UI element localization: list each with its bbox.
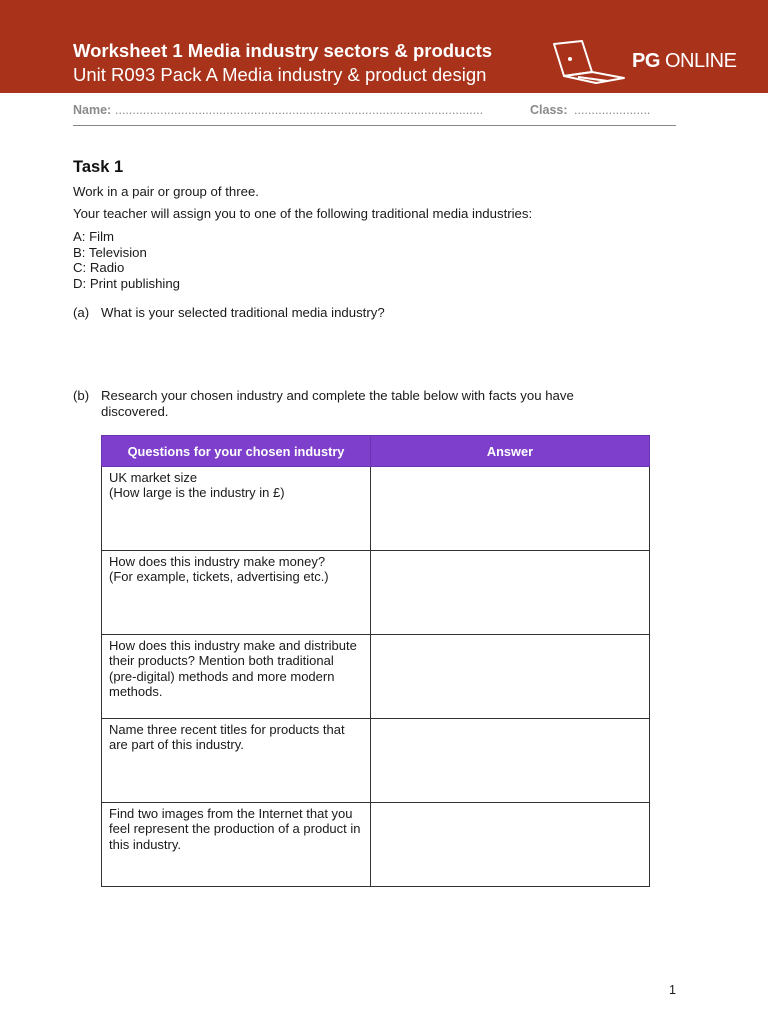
laptop-icon bbox=[552, 40, 626, 84]
question-a-text: What is your selected traditional media industry? bbox=[101, 305, 385, 320]
question-cell: UK market size (How large is the industry in £) bbox=[102, 467, 371, 551]
answer-cell[interactable] bbox=[371, 635, 650, 719]
table-row bbox=[102, 719, 650, 803]
worksheet-subtitle: Unit R093 Pack A Media industry & product design bbox=[73, 64, 487, 85]
option-print-publishing: D: Print publishing bbox=[73, 276, 181, 291]
question-cell: How does this industry make money? (For example, tickets, advertising etc.) bbox=[102, 551, 371, 635]
answer-cell[interactable] bbox=[371, 803, 650, 887]
question-cell: Find two images from the Internet that you feel represent the production of a product in this industry. bbox=[102, 803, 371, 887]
class-label: Class: bbox=[530, 103, 568, 117]
answer-cell[interactable] bbox=[371, 719, 650, 803]
name-class-bar bbox=[73, 103, 676, 126]
question-cell: How does this industry make and distribute their products? Mention both traditional (pre-digital) methods and more modern methods. bbox=[102, 635, 371, 719]
name-label: Name: bbox=[73, 103, 112, 117]
column-header-answer: Answer bbox=[371, 436, 650, 467]
table-row bbox=[102, 467, 650, 551]
table-row bbox=[102, 803, 650, 887]
question-a-label: (a) bbox=[73, 305, 90, 320]
table-row bbox=[102, 635, 650, 719]
header-banner bbox=[0, 0, 768, 93]
option-radio: C: Radio bbox=[73, 260, 125, 275]
table-row bbox=[102, 551, 650, 635]
task-heading: Task 1 bbox=[73, 158, 124, 176]
intro-line-1: Work in a pair or group of three. bbox=[73, 184, 259, 199]
table-header-row bbox=[102, 436, 650, 467]
name-field[interactable]: .......................................................................................................... bbox=[115, 103, 484, 117]
industry-facts-table bbox=[101, 435, 650, 887]
question-b-text: Research your chosen industry and complete the table below with facts you have discovered. bbox=[101, 388, 574, 419]
option-film: A: Film bbox=[73, 229, 115, 244]
worksheet-title: Worksheet 1 Media industry sectors & products bbox=[73, 40, 493, 61]
answer-cell[interactable] bbox=[371, 551, 650, 635]
pg-online-logo: PG ONLINE bbox=[632, 50, 737, 72]
option-television: B: Television bbox=[73, 245, 147, 260]
question-b-label: (b) bbox=[73, 388, 90, 403]
answer-cell[interactable] bbox=[371, 467, 650, 551]
page-number: 1 bbox=[669, 983, 676, 997]
column-header-questions: Questions for your chosen industry bbox=[102, 436, 371, 467]
question-cell: Name three recent titles for products that are part of this industry. bbox=[102, 719, 371, 803]
intro-line-2: Your teacher will assign you to one of the following traditional media industries: bbox=[73, 206, 533, 221]
class-field[interactable]: ...................... bbox=[574, 103, 651, 117]
